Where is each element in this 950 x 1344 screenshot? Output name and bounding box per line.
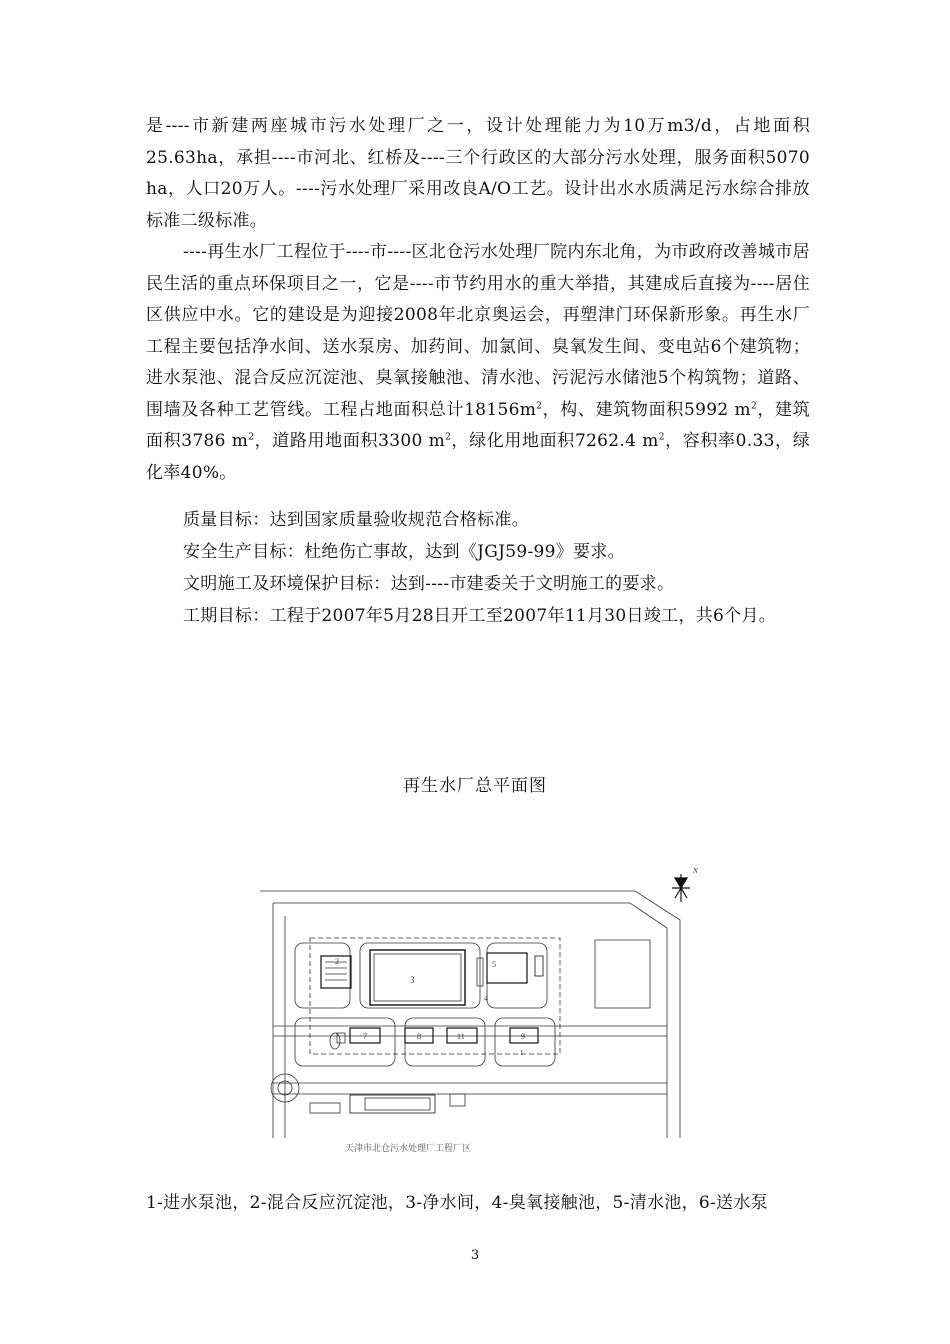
goal-schedule: 工期目标：工程于2007年5月28日开工至2007年11月30日竣工，共6个月。 bbox=[183, 606, 777, 626]
road-north bbox=[260, 891, 680, 1138]
label-1: 1 bbox=[520, 1049, 524, 1057]
area-text-c: ，道路用地面积 bbox=[254, 431, 379, 451]
site-name-label: 天津市北仓污水处理厂工程厂区 bbox=[345, 1143, 472, 1153]
label-9: 9 bbox=[521, 1032, 525, 1041]
south-building-a bbox=[310, 1103, 340, 1113]
label-11: 11 bbox=[457, 1032, 465, 1041]
tank-small bbox=[330, 1033, 340, 1049]
page-number: 3 bbox=[470, 1248, 480, 1263]
area-text-d: ，绿化用地面积 bbox=[451, 431, 575, 451]
label-3: 3 bbox=[410, 975, 415, 985]
building-3 bbox=[370, 950, 465, 1005]
area-green-sup: 2 bbox=[658, 432, 665, 443]
label-7: 7 bbox=[363, 1032, 367, 1041]
goal-quality: 质量目标：达到国家质量验收规范合格标准。 bbox=[183, 510, 529, 530]
area-text-b: ，建筑面积 bbox=[146, 399, 810, 451]
label-5: 5 bbox=[492, 960, 496, 969]
site-plan-drawing bbox=[255, 858, 700, 1160]
block-upper-mid bbox=[360, 943, 480, 1008]
area-road: 3300 m bbox=[378, 431, 446, 451]
area-road-sup: 2 bbox=[445, 432, 452, 443]
figure-caption: 1-进水泵池，2-混合反应沉淀池，3-净水间，4-臭氧接触池，5-清水池，6-送水泵 bbox=[146, 1193, 768, 1213]
area-build: 5992 m bbox=[683, 399, 751, 420]
area-build-sup: 2 bbox=[750, 400, 757, 411]
area-text-e: ，容积率0.33，绿化率40%。 bbox=[146, 431, 811, 483]
label-2: 2 bbox=[335, 957, 339, 966]
building-5-tank bbox=[535, 956, 543, 976]
area-total-unit-sup: 2 bbox=[536, 400, 543, 411]
block-upper-left bbox=[295, 943, 350, 1008]
project-description-text: ----再生水厂工程位于----市----区北仓污水处理厂院内东北角，为市政府改善城市居民生活的重点环保项目之一，它是----市节约用水的重大举措，其建成后直接为----居住区供应中水。它的建设是为迎接2008年北京奥运会，再塑津门环保新形象。再生水厂工程主要包括净水间、送水泵房、加药间、加氯间、臭氧发生间、变电站6个建筑物；进水泵池、混合反应沉淀池、臭氧接触池、清水池、污泥污水储池5个构筑物；道路、围墙及各种工艺管线。工程占地面积总计 bbox=[146, 242, 810, 420]
area-floor: 3786 m bbox=[181, 431, 249, 451]
block-lower-right bbox=[495, 1018, 555, 1066]
block-lower-mid bbox=[405, 1018, 485, 1066]
goal-safety: 安全生产目标：杜绝伤亡事故，达到《JGJ59-99》要求。 bbox=[183, 542, 625, 562]
road-east-parcel bbox=[595, 940, 650, 1008]
south-building-c bbox=[450, 1094, 465, 1106]
area-total: 18156m bbox=[464, 399, 537, 420]
north-arrow-icon bbox=[672, 874, 690, 902]
area-floor-sup: 2 bbox=[248, 432, 255, 443]
building-3-inner bbox=[374, 954, 461, 1001]
paragraph-project-description bbox=[146, 237, 810, 489]
area-green: 7262.4 m bbox=[574, 431, 659, 451]
south-building-b-inner bbox=[365, 1098, 430, 1110]
area-text-a: ，构、建筑物面积 bbox=[542, 399, 684, 420]
label-8: 8 bbox=[417, 1032, 421, 1041]
north-label: N bbox=[693, 867, 698, 875]
label-4: 4 bbox=[484, 994, 488, 1003]
goal-environment: 文明施工及环境保护目标：达到----市建委关于文明施工的要求。 bbox=[183, 574, 675, 594]
figure-title: 再生水厂总平面图 bbox=[403, 776, 547, 796]
paragraph-plant-overview: 是----市新建两座城市污水处理厂之一，设计处理能力为10万m3/d，占地面积25.63ha，承担----市河北、红桥及----三个行政区的大部分污水处理，服务面积5070 ha，人口20万人。----污水处理厂采用改良A/O工艺。设计出水水质满足污水综合排放标准二级标准。 bbox=[146, 116, 810, 231]
